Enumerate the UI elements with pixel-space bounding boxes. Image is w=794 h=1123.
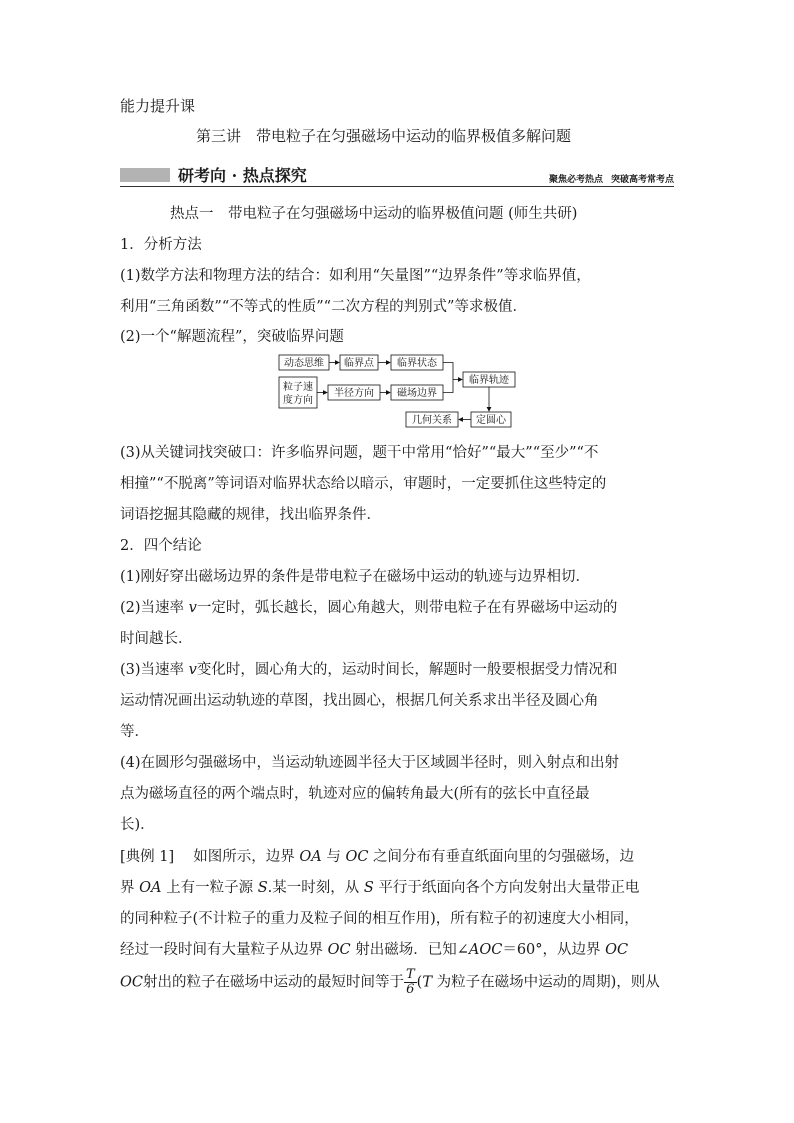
section-banner bbox=[120, 163, 674, 187]
banner-tagline-2: 突破高考常考点 bbox=[610, 175, 674, 185]
course-title: 能力提升课 bbox=[120, 97, 196, 115]
label-speed-2: 度方向 bbox=[283, 395, 313, 406]
var-v: v bbox=[188, 600, 197, 616]
label-center: 定圆心 bbox=[476, 415, 506, 426]
banner-tagline bbox=[549, 172, 674, 185]
paragraph-1b: 利用“三角函数”“不等式的性质”“二次方程的判别式”等求极值． bbox=[120, 299, 527, 315]
banner-tagline-1: 聚焦必考热点 bbox=[548, 175, 603, 185]
conclusion-2b: 时间越长． bbox=[120, 631, 193, 647]
merge-bracket bbox=[443, 363, 453, 393]
label-field-boundary: 磁场边界 bbox=[397, 388, 437, 399]
banner-gray-bar bbox=[120, 168, 170, 182]
paragraph-2: (2)一个“解题流程”，突破临界问题 bbox=[120, 329, 344, 345]
label-critical-point: 临界点 bbox=[344, 358, 374, 369]
hotspot-title: 热点一 带电粒子在匀强磁场中运动的临界极值问题 (师生共研) bbox=[170, 206, 578, 222]
section-2-heading: 2．四个结论 bbox=[120, 538, 202, 554]
lecture-title: 第三讲 带电粒子在匀强磁场中运动的临界极值多解问题 bbox=[196, 127, 572, 145]
example-line-1: [典例 1] 如图所示，边界 OA 与 OC 之间分布有垂直纸面向里的匀强磁场，边 bbox=[120, 849, 635, 865]
label-critical-state: 临界状态 bbox=[397, 358, 437, 369]
conclusion-4a: (4)在圆形匀强磁场中，当运动轨迹圆半径大于区域圆半径时，则入射点和出射 bbox=[120, 755, 620, 771]
conclusion-3a: (3)当速率 v变化时，圆心角大的，运动时间长，解题时一般要根据受力情况和 bbox=[120, 662, 618, 678]
example-line-4: 经过一段时间有大量粒子从边界 OC 射出磁场．已知∠AOC＝60°，从边界 OC bbox=[120, 942, 629, 958]
conclusion-1: (1)刚好穿出磁场边界的条件是带电粒子在磁场中运动的轨迹与边界相切． bbox=[120, 569, 591, 585]
conclusion-3b: 运动情况画出运动轨迹的草图，找出圆心，根据几何关系求出半径及圆心角 bbox=[120, 693, 599, 709]
fraction-t-over-6: $\frac{T}{6}$ bbox=[405, 967, 415, 997]
conclusion-4c: 长)． bbox=[120, 817, 155, 833]
label-geometry: 几何关系 bbox=[412, 415, 452, 426]
label-critical-track: 临界轨迹 bbox=[469, 375, 509, 386]
banner-rule bbox=[120, 186, 674, 188]
paragraph-3c: 词语挖掘其隐藏的规律，找出临界条件． bbox=[120, 507, 381, 523]
label-speed-1: 粒子速 bbox=[283, 382, 313, 393]
conclusion-2a: (2)当速率 v一定时，弧长越长，圆心角越大，则带电粒子在有界磁场中运动的 bbox=[120, 600, 618, 616]
paragraph-1a: (1)数学方法和物理方法的结合：如利用“矢量图”“边界条件”等求临界值， bbox=[120, 268, 591, 284]
paragraph-3a: (3)从关键词找突破口：许多临界问题，题干中常用“恰好”“最大”“至少”“不 bbox=[120, 445, 599, 461]
banner-title: 研考向 · 热点探究 bbox=[178, 166, 307, 185]
label-radius-direction: 半径方向 bbox=[334, 388, 374, 399]
section-1-heading: 1．分析方法 bbox=[120, 237, 202, 253]
var-v: v bbox=[188, 662, 197, 678]
example-line-3: 的同种粒子(不计粒子的重力及粒子间的相互作用)，所有粒子的初速度大小相同， bbox=[120, 911, 639, 927]
paragraph-3b: 相撞”“不脱离”等词语对临界状态给以暗示，审题时，一定要抓住这些特定的 bbox=[120, 476, 607, 492]
label-dynamic: 动态思维 bbox=[284, 358, 324, 369]
flow-diagram bbox=[276, 350, 516, 430]
example-line-2: 界 OA 上有一粒子源 S.某一时刻，从 S 平行于纸面向各个方向发射出大量带正电 bbox=[120, 880, 640, 896]
example-line-5: OC射出的粒子在磁场中运动的最短时间等于 $\frac{T}{6}$ (T 为粒子在磁场中运动的周期)，则从 bbox=[120, 967, 660, 997]
conclusion-4b: 点为磁场直径的两个端点时，轨迹对应的偏转角最大(所有的弦长中直径最 bbox=[120, 786, 590, 802]
conclusion-3c: 等． bbox=[120, 724, 149, 740]
